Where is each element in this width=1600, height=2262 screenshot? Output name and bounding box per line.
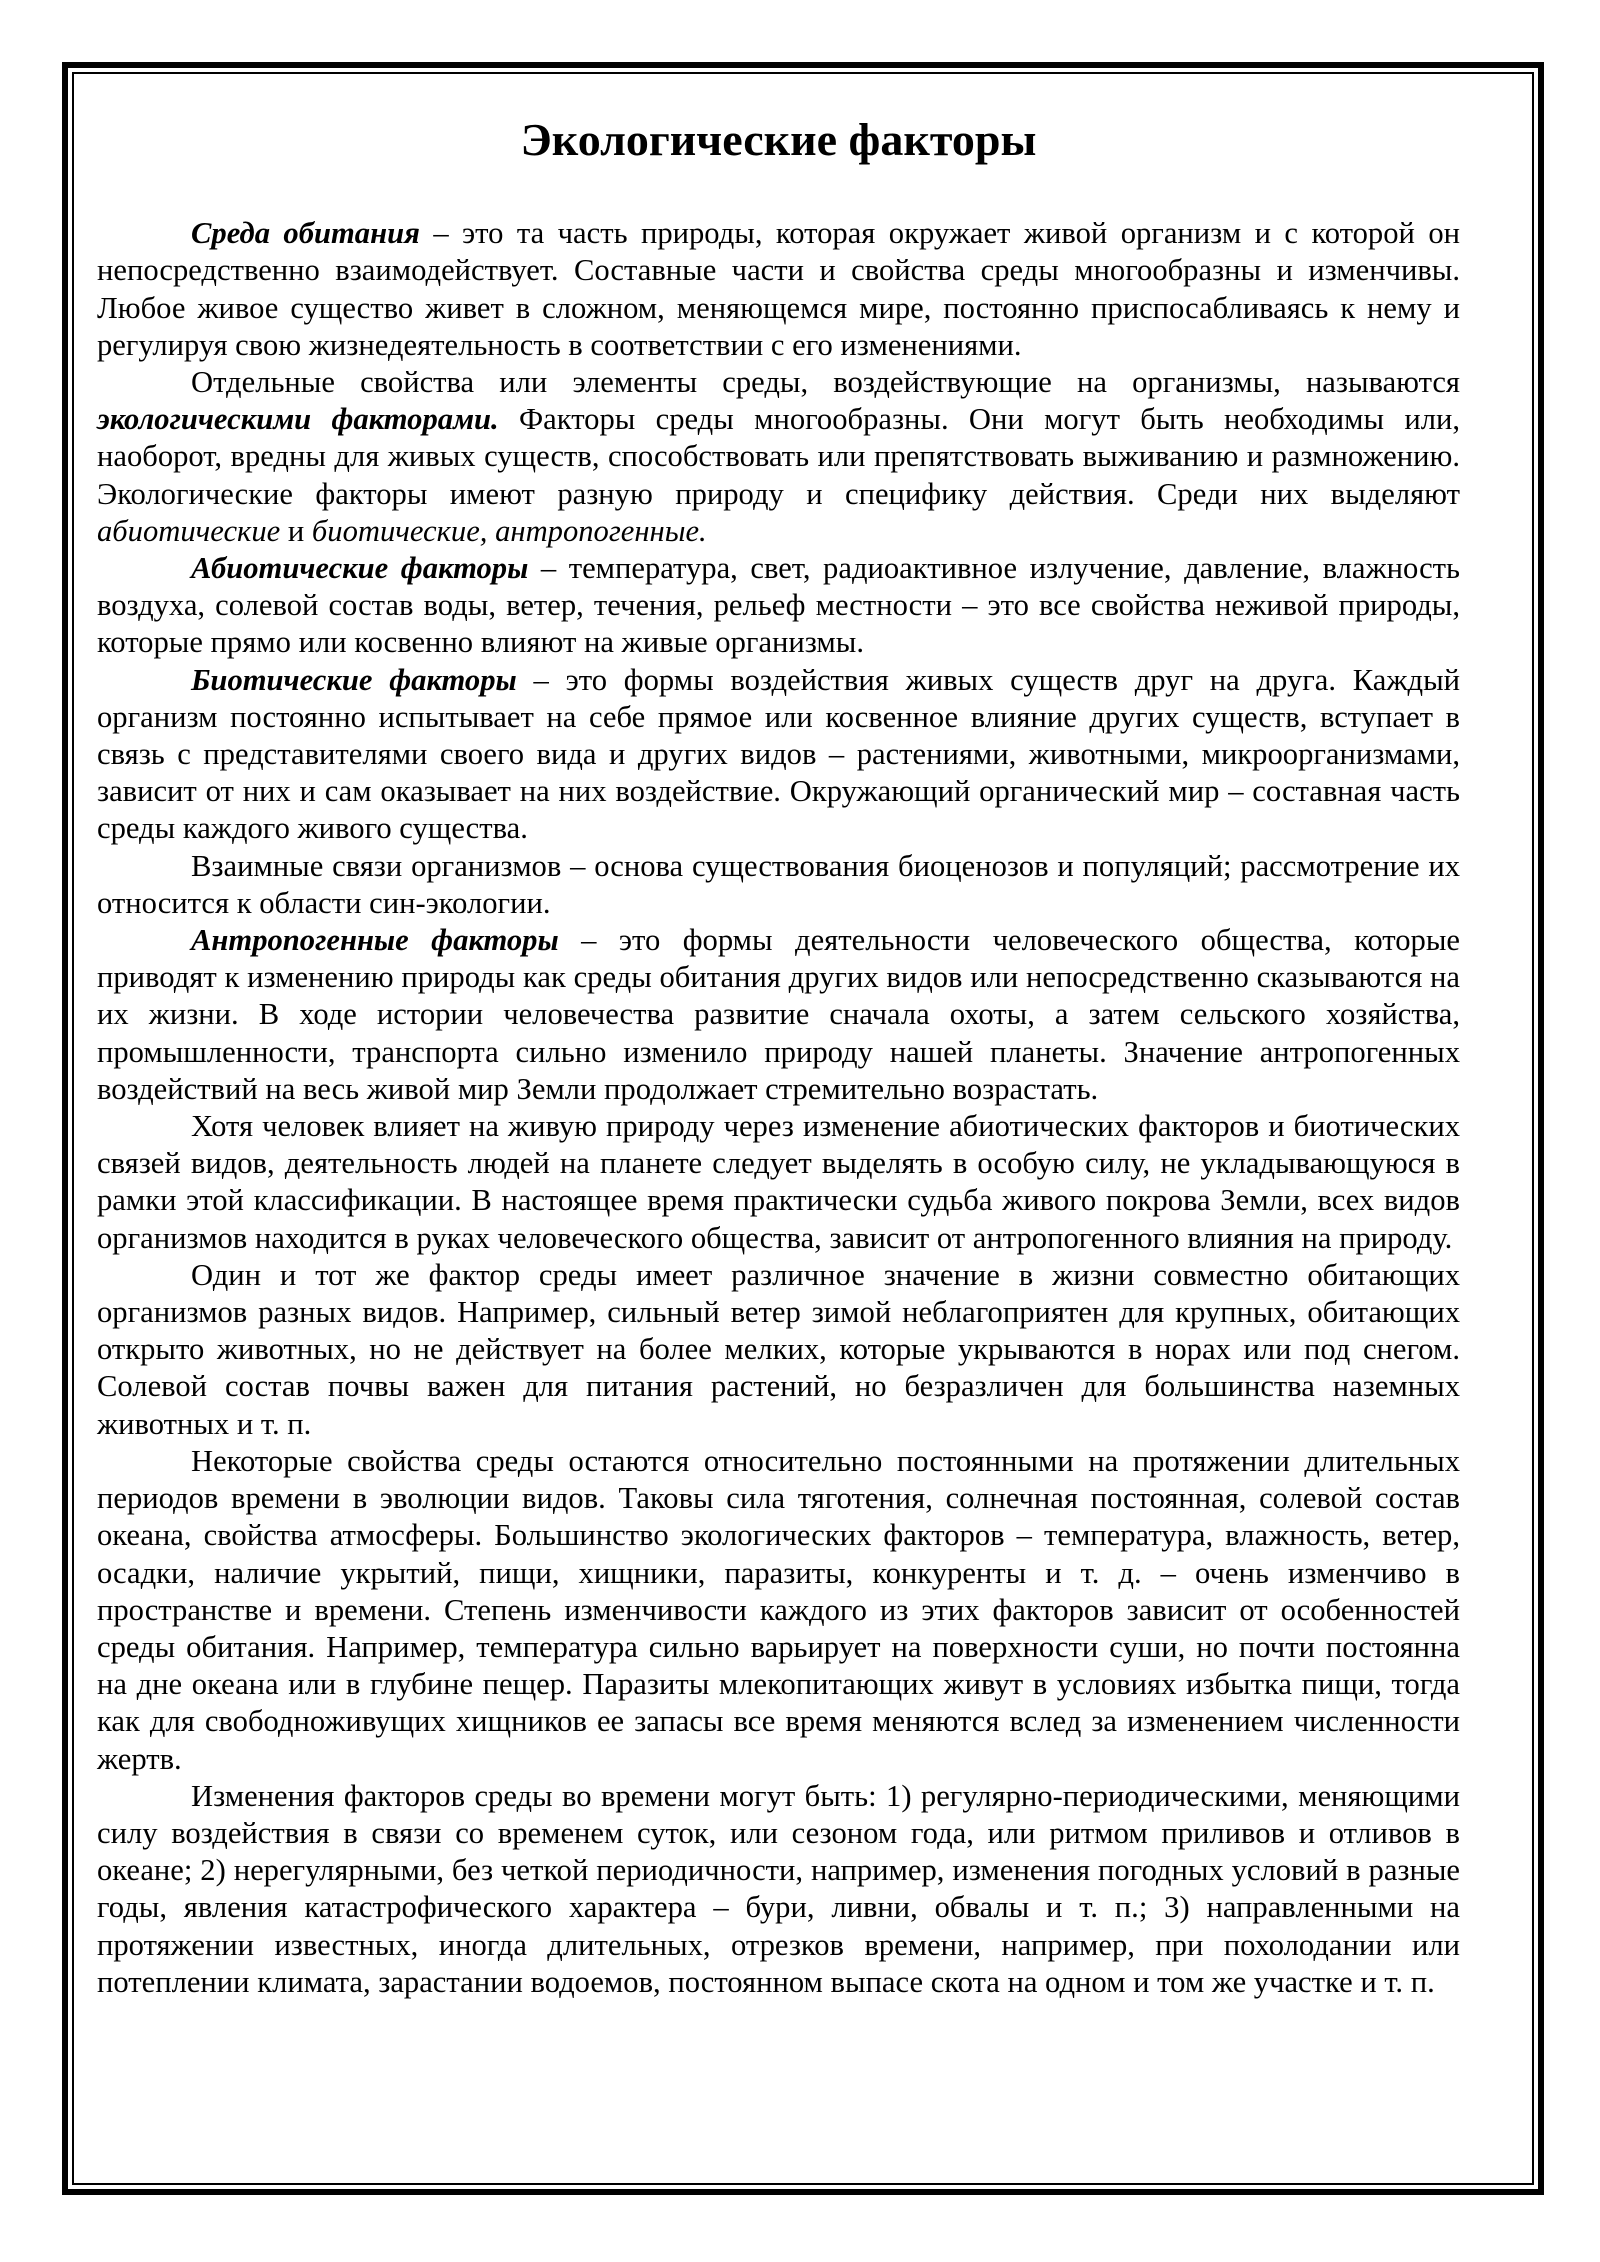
paragraph-text: Отдельные свойства или элементы среды, воздействующие на организмы, называются — [191, 365, 1460, 399]
paragraph-text: и — [280, 513, 312, 548]
page-title: Экологические факторы — [520, 114, 1037, 165]
paragraph-text: – это формы деятельности человеческого общества, которые приводят к изменению природы как среды обитания других видов или непосредственно сказываются на их жизни. В ходе истории человечества развитие сначала охоты, а затем сельского хозяйства, промышленности, транспорта сильно изменило природу нашей планеты. Значение антропогенных воздействий на весь живой мир Земли продолжает стремительно возрастать. — [97, 923, 1460, 1106]
paragraph-ecological-factors — [97, 364, 1460, 550]
paragraph-abiotic — [97, 550, 1460, 662]
paragraph-text: Факторы среды многообразны. Они могут быть необходимы или, наоборот, вредны для живых существ, способствовать или препятствовать выживанию и размножению. Экологические факторы имеют разную природу и специфику действия. Среди них выделяют — [97, 402, 1460, 511]
paragraph-biotic — [97, 662, 1460, 848]
paragraph-text: – температура, свет, радиоактивное излучение, давление, влажность воздуха, солевой состав воды, ветер, течения, рельеф местности – это все свойства неживой природы, которые прямо или косвенно влияют на живые организмы. — [97, 551, 1460, 660]
paragraph-habitat — [97, 215, 1460, 364]
paragraph-changes-in-time: Изменения факторов среды во времени могут быть: 1) регулярно-периодическими, меняющими силу воздействия в связи со временем суток, или сезоном года, или ритмом приливов и отливов в океане; 2) нерегулярными, без четкой периодичности, например, изменения погодных условий в разные годы, явления катастрофического характера – бури, ливни, обвалы и т. п.; 3) направленными на протяжении известных, иногда длительных, отрезков времени, например, при похолодании или потеплении климата, зарастании водоемов, постоянном выпасе скота на одном и том же участке и т. п. — [97, 1778, 1460, 1999]
paragraph-text: – это формы воздействия живых существ друг на друга. Каждый организм постоянно испытывает на себе прямое или косвенное влияние других существ, вступает в связь с представителями своего вида и других видов – растениями, животными, микроорганизмами, зависит от них и сам оказывает на них воздействие. Окружающий органический мир – составная часть среды каждого живого существа. — [97, 662, 1460, 846]
term-habitat: Среда обитания — [191, 216, 420, 251]
paragraph-relations: Взаимные связи организмов – основа существования биоценозов и популяций; рассмотрение их относится к области син-экологии. — [97, 848, 1460, 920]
italic-biotic-anthropogenic: биотические, антропогенные. — [311, 513, 707, 548]
term-ecological-factors: экологическими факторами. — [97, 402, 499, 437]
italic-abiotic: абиотические — [97, 513, 281, 548]
paragraph-anthropogenic — [97, 922, 1460, 1108]
term-anthropogenic: Антропогенные факторы — [191, 923, 559, 958]
document-body — [97, 112, 1460, 2001]
term-abiotic: Абиотические факторы — [191, 551, 529, 586]
paragraph-text: – это та часть природы, которая окружает живой организм и с которой он непосредственно взаимодействует. Составные части и свойства среды многообразны и изменчивы. Любое живое существо живет в сложном, меняющемся мире, постоянно приспосабливаясь к нему и регулируя свою жизнедеятельность в соответствии с его изменениями. — [97, 216, 1460, 362]
paragraph-same-factor: Один и тот же фактор среды имеет различное значение в жизни совместно обитающих организмов разных видов. Например, сильный ветер зимой неблагоприятен для крупных, обитающих открыто животных, но не действует на более мелких, которые укрываются в норах или под снегом. Солевой состав почвы важен для питания растений, но безразличен для большинства наземных животных и т. п. — [97, 1257, 1460, 1441]
paragraph-human-influence: Хотя человек влияет на живую природу через изменение абиотических факторов и биотических связей видов, деятельность людей на планете следует выделять в особую силу, не укладывающуюся в рамки этой классификации. В настоящее время практически судьба живого покрова Земли, всех видов организмов находится в руках человеческого общества, зависит от антропогенного влияния на природу. — [97, 1109, 1460, 1255]
term-biotic: Биотические факторы — [191, 662, 517, 697]
paragraph-constant-properties: Некоторые свойства среды остаются относительно постоянными на протяжении длительных периодов времени в эволюции видов. Таковы сила тяготения, солнечная постоянная, солевой состав океана, свойства атмосферы. Большинство экологических факторов – температура, влажность, ветер, осадки, наличие укрытий, пищи, хищники, паразиты, конкуренты и т. д. – очень изменчиво в пространстве и времени. Степень изменчивости каждого из этих факторов зависит от особенностей среды обитания. Например, температура сильно варьирует на поверхности суши, но почти постоянна на дне океана или в глубине пещер. Паразиты млекопитающих живут в условиях избытка пищи, тогда как для свободноживущих хищников ее запасы все время меняются вслед за изменением численности жертв. — [97, 1443, 1460, 1776]
